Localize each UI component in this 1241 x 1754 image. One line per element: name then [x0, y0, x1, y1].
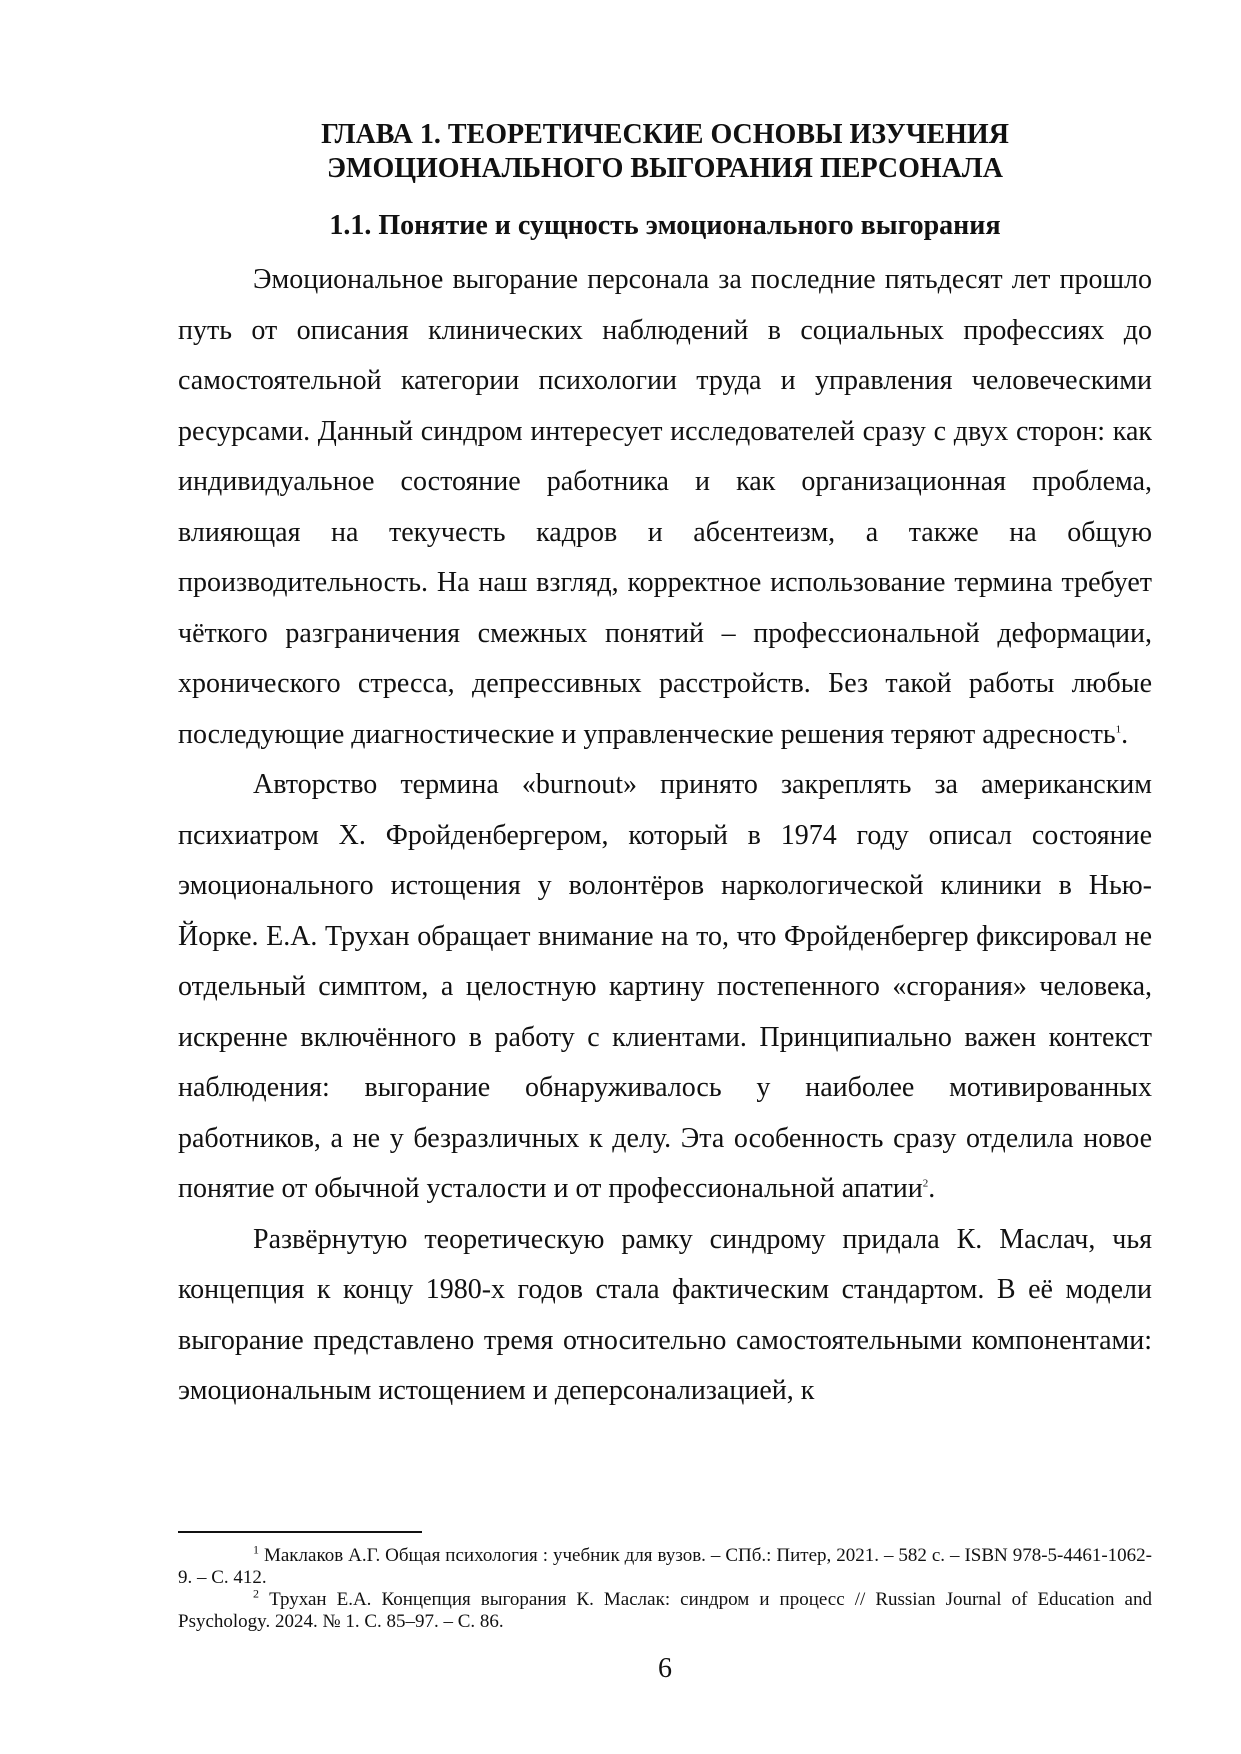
paragraph-2-text: Авторство термина «burnout» принято закреплять за американским психиатром Х. Фройденбергером, который в 1974 году описал состояние эмоционального истощения у волонтёров наркологической клиники в Нью-Йорке. Е.А. Трухан обращает внимание на то, что Фройденбергер фиксировал не отдельный симптом, а целостную картину постепенного «сгорания» человека, искренне включённого в работу с клиентами. Принципиально важен контекст наблюдения: выгорание обнаруживалось у наиболее мотивированных работников, а не у безразличных к делу. Эта особенность сразу отделила новое понятие от обычной усталости и от профессиональной апатии	[178, 769, 1152, 1204]
paragraph-1	[178, 255, 1152, 760]
footnote-1-text: Маклаков А.Г. Общая психология : учебник для вузов. – СПб.: Питер, 2021. – 582 с. – ISBN 978-5-4461-1062-9. – С. 412.	[178, 1545, 1153, 1588]
footnote-2-text: Трухан Е.А. Концепция выгорания К. Маслак: синдром и процесс // Russian Journal of Education and Psychology. 2024. № 1. С. 85–97. – С. 86.	[178, 1589, 1152, 1632]
footnote-1-number: 1	[253, 1542, 259, 1557]
paragraph-1-text: Эмоциональное выгорание персонала за последние пятьдесят лет прошло путь от описания клинических наблюдений в социальных профессиях до самостоятельной категории психологии труда и управления человеческими ресурсами. Данный синдром интересует исследователей сразу с двух сторон: как индивидуальное состояние работника и как организационная проблема, влияющая на текучесть кадров и абсентеизм, а также на общую производительность. На наш взгляд, корректное использование термина требует чёткого разграничения смежных понятий – профессиональной деформации, хронического стресса, депрессивных расстройств. Без такой работы любые последующие диагностические и управленческие решения теряют адресность	[178, 264, 1152, 750]
footnote-1	[178, 1542, 1153, 1589]
footnote-separator	[178, 1531, 422, 1533]
chapter-title	[178, 118, 1152, 186]
body-text	[178, 255, 1152, 1417]
paragraph-2-end: .	[928, 1173, 936, 1204]
paragraph-1-end: .	[1121, 718, 1129, 750]
chapter-title-line-2: ЭМОЦИОНАЛЬНОГО ВЫГОРАНИЯ ПЕРСОНАЛА	[327, 153, 1003, 184]
footnote-ref-1[interactable]: 1	[1115, 723, 1122, 736]
footnotes	[178, 1542, 1153, 1633]
footnote-ref-2[interactable]: 2	[922, 1177, 929, 1190]
section-title: 1.1. Понятие и сущность эмоционального выгорания	[329, 210, 1001, 241]
paragraph-3	[178, 1215, 1152, 1417]
paragraph-3-text: Развёрнутую теоретическую рамку синдрому придала К. Маслач, чья концепция к концу 1980-х годов стала фактическим стандартом. В её модели выгорание представлено тремя относительно самостоятельными компонентами: эмоциональным истощением и деперсонализацией, к	[178, 1223, 1152, 1406]
footnote-2	[178, 1586, 1152, 1633]
chapter-title-line-1: ГЛАВА 1. ТЕОРЕТИЧЕСКИЕ ОСНОВЫ ИЗУЧЕНИЯ	[321, 119, 1009, 150]
page-number: 6	[658, 1653, 672, 1684]
footnote-2-number: 2	[253, 1586, 259, 1601]
paragraph-2	[178, 760, 1152, 1215]
